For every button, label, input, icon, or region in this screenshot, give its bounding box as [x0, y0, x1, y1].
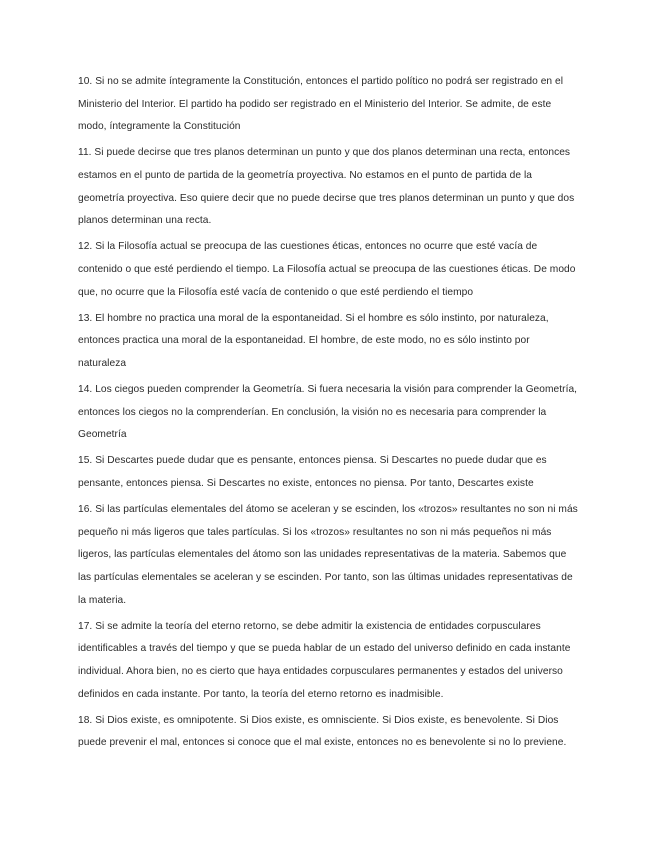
paragraph-18: 18. Si Dios existe, es omnipotente. Si Dios existe, es omnisciente. Si Dios existe, es benevolente. Si Dios puede prevenir el mal, entonces si conoce que el mal existe, entonces no es benevolente si no lo previene. [78, 714, 567, 749]
paragraph-17: 17. Si se admite la teoría del eterno retorno, se debe admitir la existencia de entidades corpusculares identificables a través del tiempo y que se pueda hablar de un estado del universo definido en cada instante individual. Ahora bien, no es cierto que haya entidades corpusculares permanentes y estados del universo definidos en cada instante. Por tanto, la teoría del eterno retorno es inadmisible. [78, 620, 571, 700]
paragraph-12: 12. Si la Filosofía actual se preocupa de las cuestiones éticas, entonces no ocurre que esté vacía de contenido o que esté perdiendo el tiempo. La Filosofía actual se preocupa de las cuestiones éticas. De modo que, no ocurre que la Filosofía esté vacía de contenido o que esté perdiendo el tiempo [78, 241, 576, 298]
paragraph-13: 13. El hombre no practica una moral de la espontaneidad. Si el hombre es sólo instinto, por naturaleza, entonces practica una moral de la espontaneidad. El hombre, de este modo, no es sólo instinto por naturaleza [78, 312, 549, 369]
document-page [78, 71, 580, 759]
paragraph-15: 15. Si Descartes puede dudar que es pensante, entonces piensa. Si Descartes no puede dudar que es pensante, entonces piensa. Si Descartes no existe, entonces no piensa. Por tanto, Descartes existe [78, 455, 547, 490]
paragraph-16: 16. Si las partículas elementales del átomo se aceleran y se escinden, los «trozos» resultantes no son ni más pequeño ni más ligeros que tales partículas. Si los «trozos» resultantes no son ni más pequeños ni más ligeros, las partículas elementales del átomo son las unidades representativas de la materia. Sabemos que las partículas elementales se aceleran y se escinden. Por tanto, son las últimas unidades representativas de la materia. [78, 504, 578, 606]
paragraph-11: 11. Si puede decirse que tres planos determinan un punto y que dos planos determinan una recta, entonces estamos en el punto de partida de la geometría proyectiva. No estamos en el punto de partida de la geometría proyectiva. Eso quiere decir que no puede decirse que tres planos determinan un punto y que dos planos determinan una recta. [78, 147, 575, 227]
paragraph-10: 10. Si no se admite íntegramente la Constitución, entonces el partido político no podrá ser registrado en el Ministerio del Interior. El partido ha podido ser registrado en el Ministerio del Interior. Se admite, de este modo, íntegramente la Constitución [78, 76, 564, 133]
paragraph-14: 14. Los ciegos pueden comprender la Geometría. Si fuera necesaria la visión para comprender la Geometría, entonces los ciegos no la comprenderían. En conclusión, la visión no es necesaria para comprender la Geometría [78, 384, 578, 441]
